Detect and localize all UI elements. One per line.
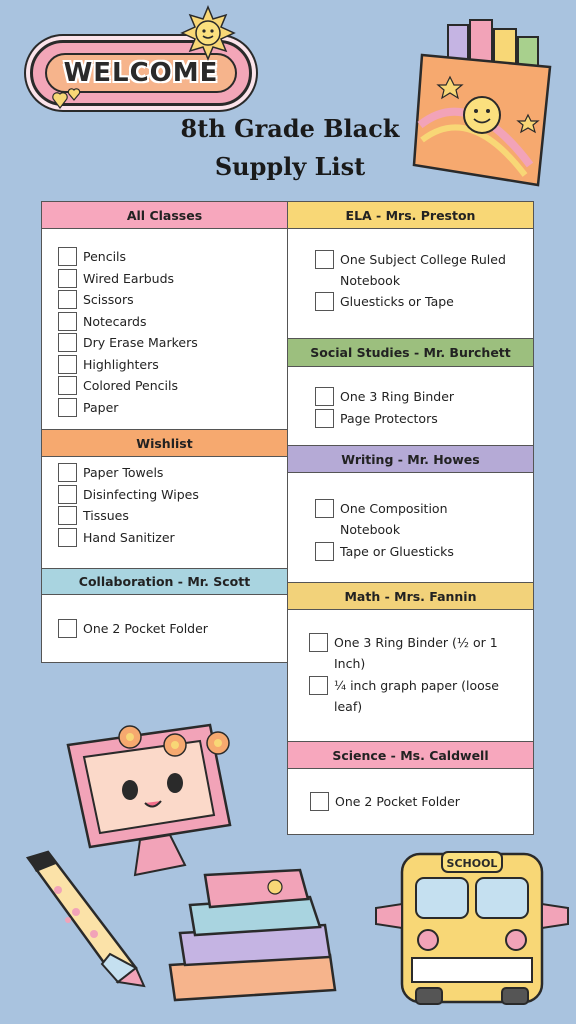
checklist-item[interactable]	[58, 397, 118, 418]
checklist-item[interactable]	[58, 268, 174, 289]
item-label-continued: Notebook	[340, 522, 401, 537]
item-label: One Composition	[340, 501, 448, 516]
header-social-studies-label: Social Studies - Mr. Burchett	[310, 345, 511, 360]
title-line-2: Supply List	[214, 152, 366, 181]
header-collaboration	[41, 568, 288, 595]
checklist-item[interactable]	[315, 386, 454, 407]
item-label: Disinfecting Wipes	[83, 487, 199, 502]
header-ela-label: ELA - Mrs. Preston	[345, 207, 476, 223]
checklist-item[interactable]	[315, 249, 515, 291]
checkbox[interactable]	[315, 409, 334, 428]
pencil-icon	[18, 850, 148, 990]
hearts-icon	[52, 86, 86, 110]
checklist-item[interactable]	[315, 498, 515, 540]
checklist-item[interactable]	[315, 408, 438, 429]
checklist-item[interactable]	[310, 791, 460, 812]
checklist-item[interactable]	[58, 527, 175, 548]
header-ela	[287, 201, 534, 229]
checkbox[interactable]	[58, 312, 77, 331]
checkbox[interactable]	[315, 387, 334, 406]
checkbox[interactable]	[315, 499, 334, 518]
header-writing-label: Writing - Mr. Howes	[341, 451, 480, 467]
checkbox[interactable]	[58, 506, 77, 525]
checklist-item[interactable]	[58, 618, 208, 639]
item-label-continued: leaf)	[334, 699, 363, 714]
checklist-item[interactable]	[58, 332, 198, 353]
item-label: One 3 Ring Binder (½ or 1	[334, 635, 498, 650]
welcome-text: WELCOME	[63, 58, 219, 88]
stack-of-books-icon	[160, 865, 350, 1005]
checkbox[interactable]	[58, 398, 77, 417]
crayon-box-icon	[410, 15, 560, 190]
item-label-continued: Inch)	[334, 656, 366, 671]
item-label: Tape or Gluesticks	[340, 544, 454, 559]
sun-icon	[180, 5, 236, 61]
header-math	[287, 582, 534, 610]
header-social-studies	[287, 338, 534, 367]
checkbox[interactable]	[309, 676, 328, 695]
item-label: Colored Pencils	[83, 378, 178, 393]
item-label-continued: Notebook	[340, 273, 401, 288]
item-label: Paper	[83, 400, 119, 415]
checklist-item[interactable]	[315, 541, 454, 562]
checklist-item[interactable]	[315, 291, 454, 312]
header-wishlist	[41, 429, 288, 457]
checkbox[interactable]	[58, 485, 77, 504]
checklist-item[interactable]	[309, 632, 519, 674]
item-label: Page Protectors	[340, 411, 438, 426]
checkbox[interactable]	[58, 269, 77, 288]
header-science	[287, 741, 534, 769]
checkbox[interactable]	[315, 292, 334, 311]
checkbox[interactable]	[58, 528, 77, 547]
checklist-item[interactable]	[58, 484, 199, 505]
checkbox[interactable]	[58, 355, 77, 374]
item-label: One Subject College Ruled	[340, 252, 506, 267]
item-label: Wired Earbuds	[83, 271, 175, 286]
item-label: Tissues	[83, 508, 129, 523]
checklist-item[interactable]	[58, 375, 178, 396]
header-wishlist-label: Wishlist	[136, 435, 193, 451]
checklist-item[interactable]	[58, 289, 134, 310]
item-label: Paper Towels	[83, 465, 164, 480]
checkbox[interactable]	[58, 463, 77, 482]
checklist-item[interactable]	[58, 246, 126, 267]
item-label: One 3 Ring Binder	[340, 389, 455, 404]
item-label: Highlighters	[83, 357, 159, 372]
item-label: Hand Sanitizer	[83, 530, 175, 545]
checkbox[interactable]	[58, 619, 77, 638]
checklist-item[interactable]	[58, 311, 147, 332]
item-label: Pencils	[83, 249, 127, 264]
header-science-label: Science - Ms. Caldwell	[332, 747, 489, 763]
item-label: ¼ inch graph paper (loose	[334, 678, 499, 693]
checklist-item[interactable]	[58, 462, 163, 483]
header-collaboration-label: Collaboration - Mr. Scott	[78, 574, 251, 589]
header-all-classes	[41, 201, 288, 229]
checklist-item[interactable]	[58, 505, 129, 526]
checkbox[interactable]	[58, 376, 77, 395]
checkbox[interactable]	[315, 250, 334, 269]
header-math-label: Math - Mrs. Fannin	[344, 588, 477, 604]
item-label: Notecards	[83, 314, 147, 329]
checkbox[interactable]	[58, 247, 77, 266]
item-label: Gluesticks or Tape	[340, 294, 454, 309]
item-label: One 2 Pocket Folder	[335, 794, 460, 809]
checkbox[interactable]	[309, 633, 328, 652]
title-line-1: 8th Grade Black	[180, 114, 400, 143]
checklist-item[interactable]	[58, 354, 159, 375]
item-label: One 2 Pocket Folder	[83, 621, 208, 636]
checkbox[interactable]	[58, 290, 77, 309]
checkbox[interactable]	[58, 333, 77, 352]
header-all-classes-label: All Classes	[126, 207, 203, 223]
bus-sign: SCHOOL	[446, 857, 498, 870]
item-label: Scissors	[83, 292, 134, 307]
checkbox[interactable]	[310, 792, 329, 811]
checklist-item[interactable]	[309, 675, 519, 717]
item-label: Dry Erase Markers	[83, 335, 198, 350]
header-writing	[287, 445, 534, 473]
school-bus-icon	[372, 848, 572, 1008]
page-title	[150, 110, 430, 186]
checkbox[interactable]	[315, 542, 334, 561]
